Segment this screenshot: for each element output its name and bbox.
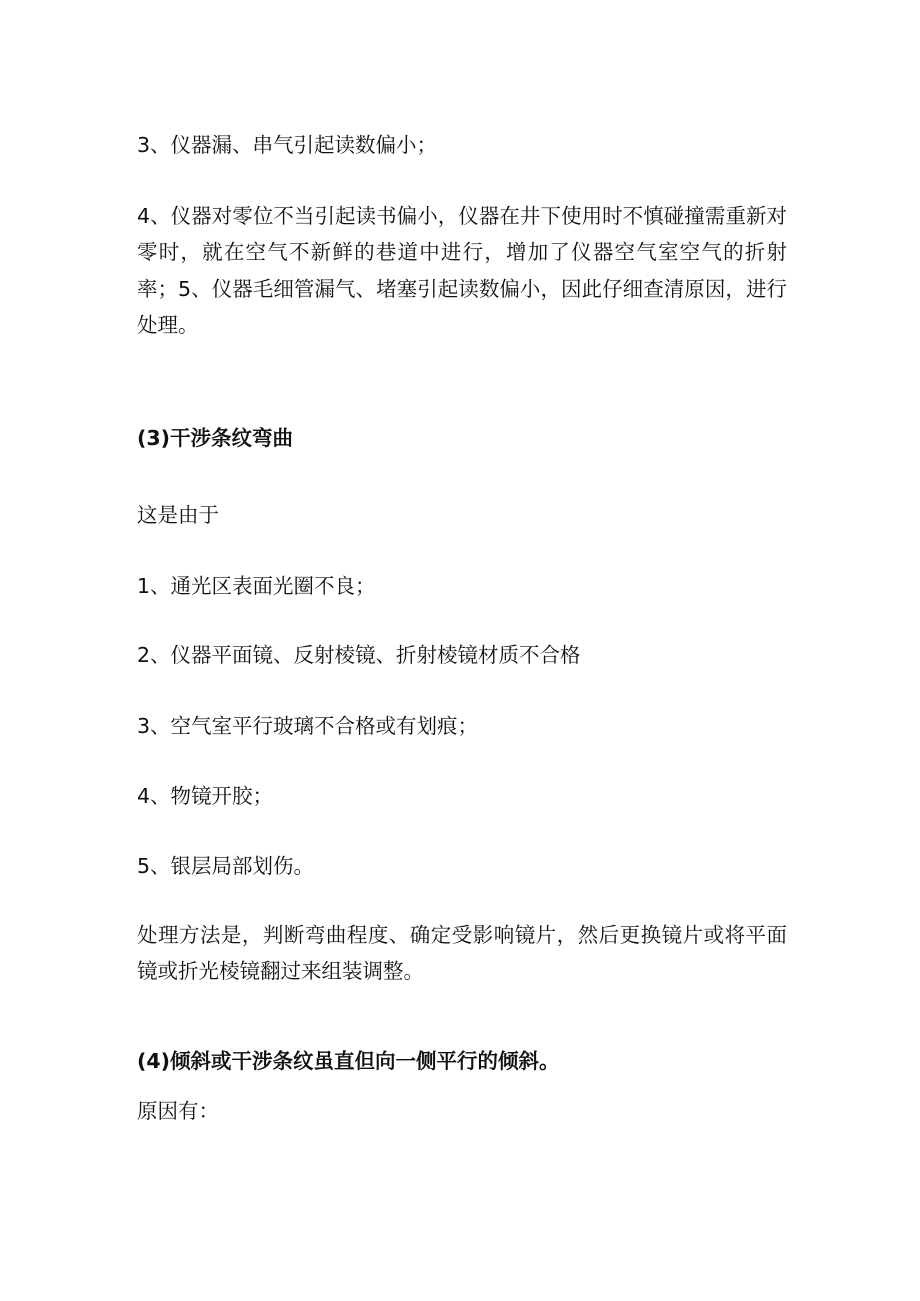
paragraph-causes: 原因有： bbox=[137, 1099, 219, 1123]
paragraph-reason-intro: 这是由于 bbox=[137, 503, 219, 527]
paragraph-leak: 3、仪器漏、串气引起读数偏小； bbox=[137, 133, 438, 157]
list-item-2: 2、仪器平面镜、反射棱镜、折射棱镜材质不合格 bbox=[137, 643, 581, 667]
list-item-1: 1、通光区表面光圈不良； bbox=[137, 574, 376, 598]
list-item-5: 5、银层局部划伤。 bbox=[137, 854, 315, 878]
list-item-3: 3、空气室平行玻璃不合格或有划痕； bbox=[137, 714, 479, 738]
list-item-4: 4、物镜开胶； bbox=[137, 784, 274, 808]
paragraph-zero-position: 4、仪器对零位不当引起读书偏小，仪器在井下使用时不慎碰撞需重新对零时，就在空气不新鲜的巷道中进行，增加了仪器空气室空气的折射率；5、仪器毛细管漏气、堵塞引起读数偏小，因此仔细查清原因，进行处理。 bbox=[137, 204, 787, 337]
paragraph-treatment: 处理方法是，判断弯曲程度、确定受影响镜片，然后更换镜片或将平面镜或折光棱镜翻过来组装调整。 bbox=[137, 923, 787, 984]
section-heading-4: (4)倾斜或干涉条纹虽直但向一侧平行的倾斜。 bbox=[137, 1049, 560, 1073]
section-heading-3: (3)干涉条纹弯曲 bbox=[137, 426, 294, 450]
